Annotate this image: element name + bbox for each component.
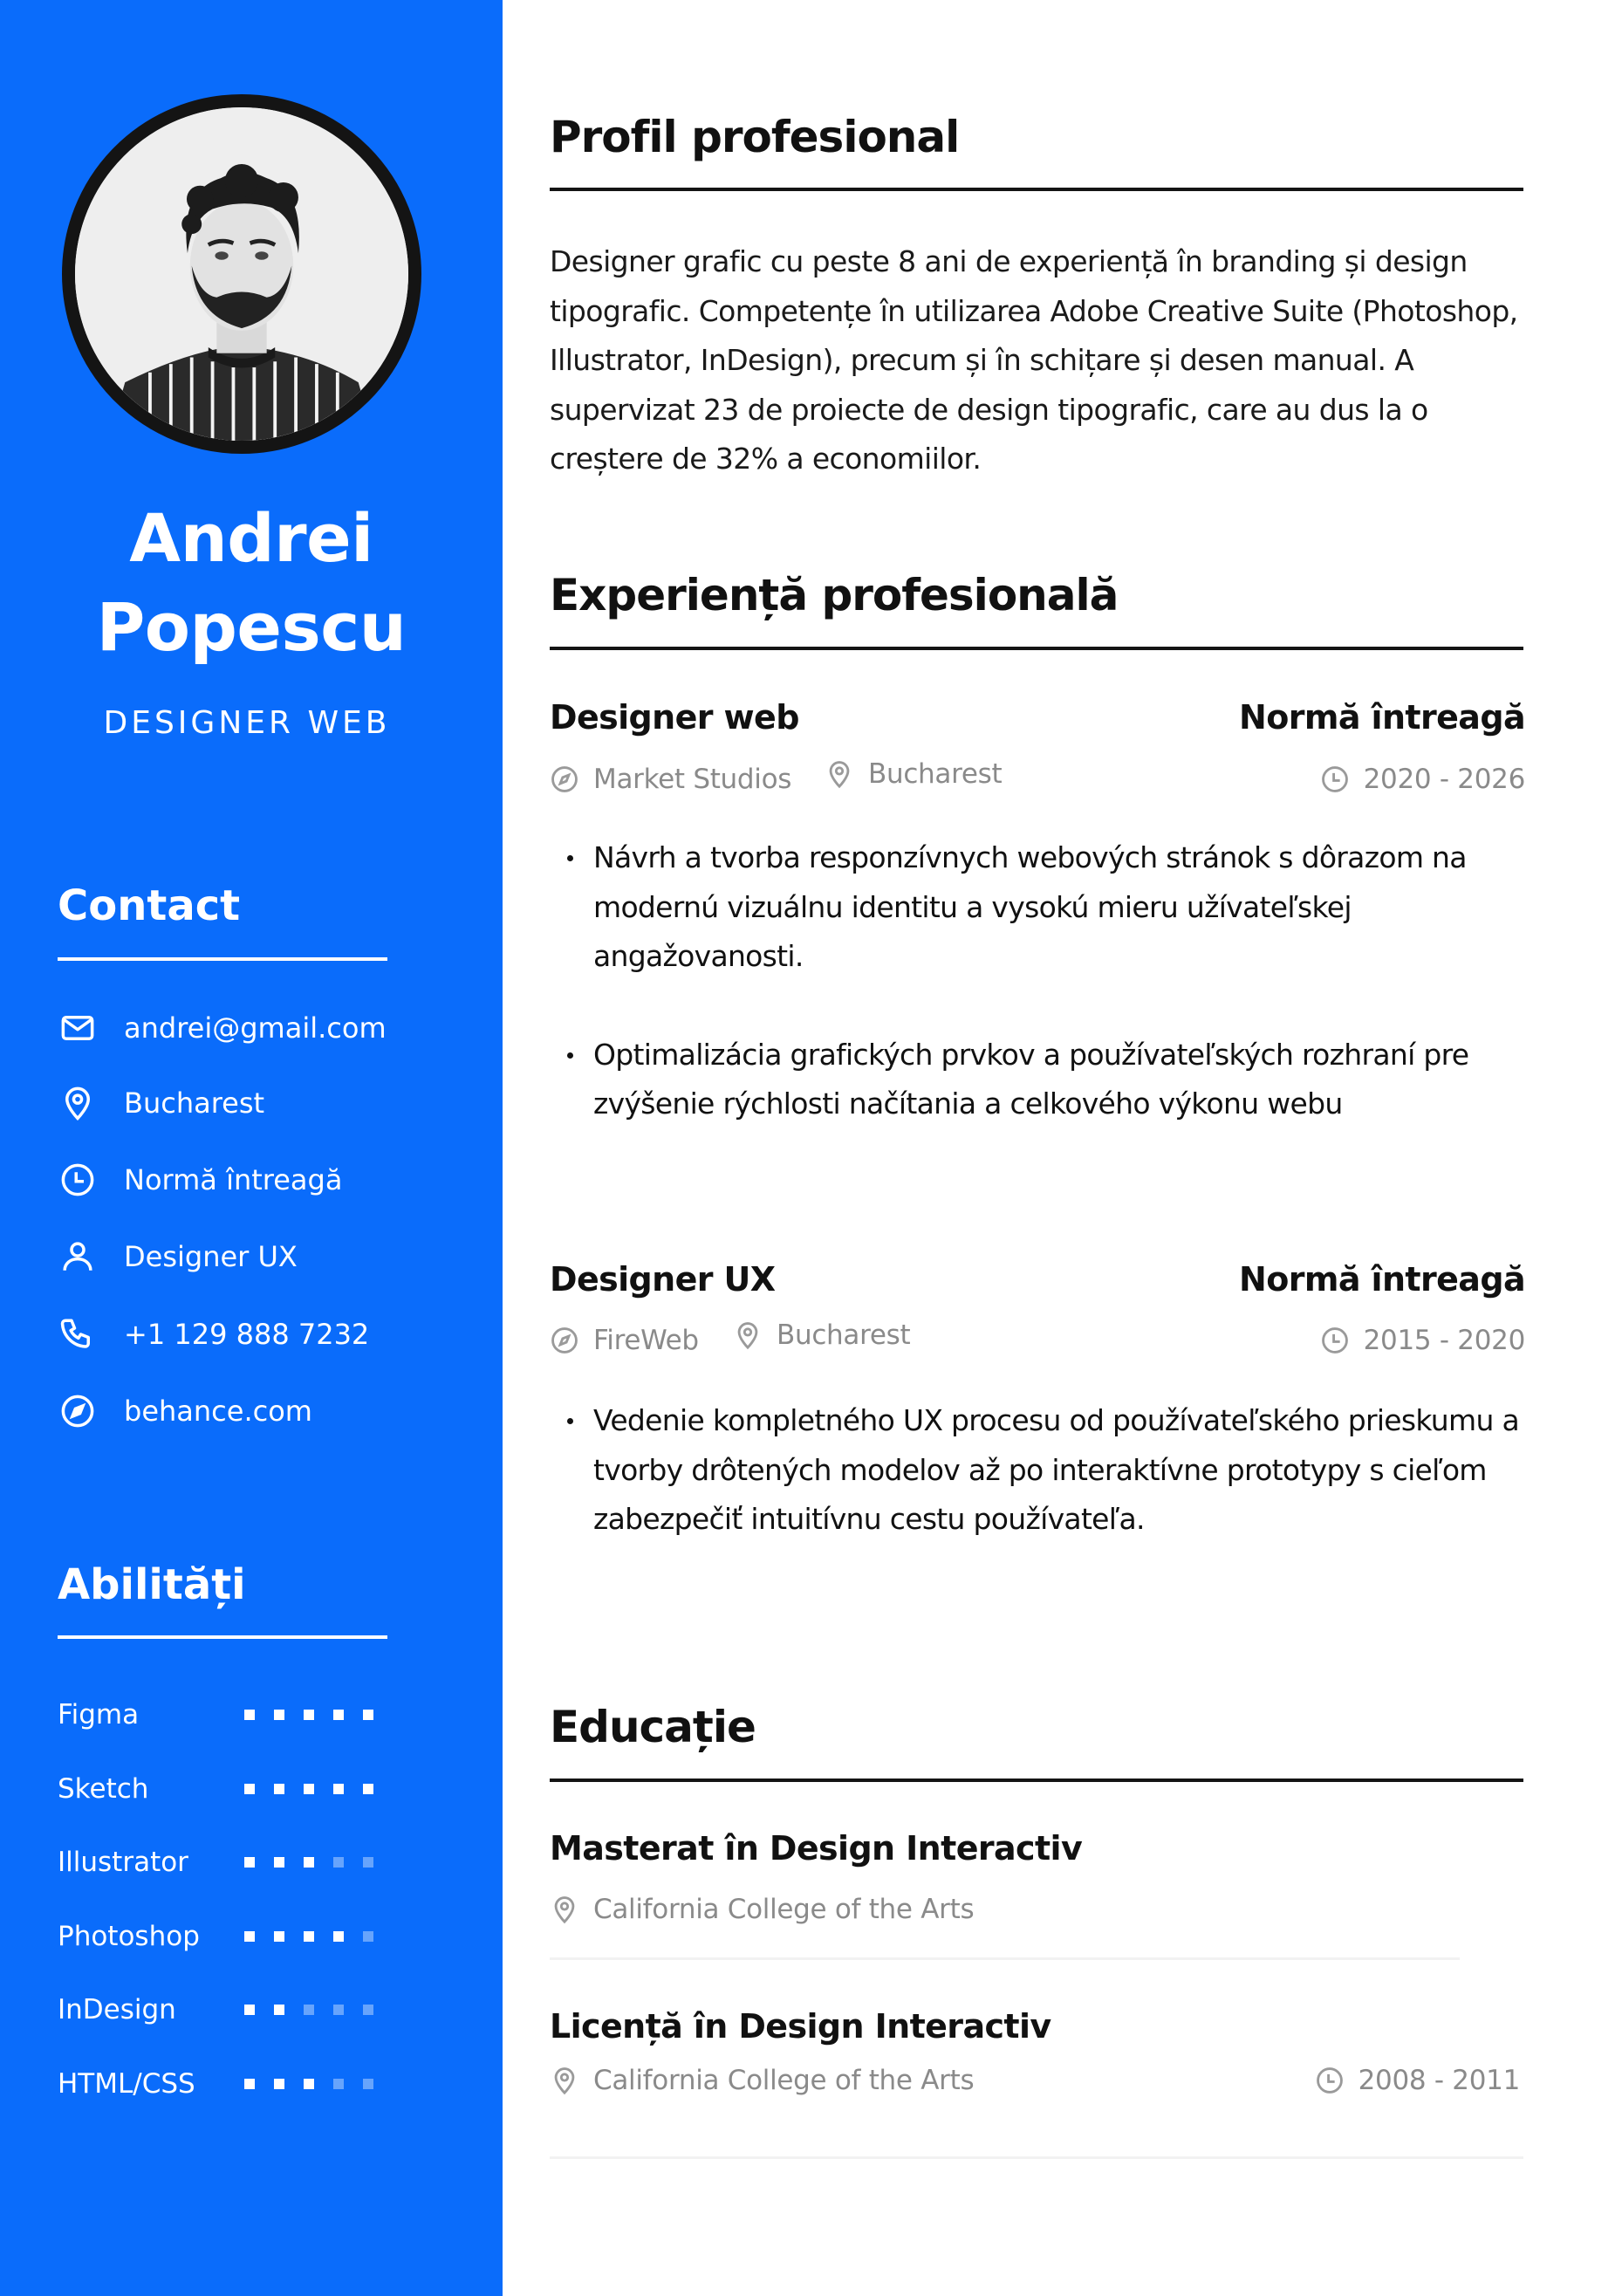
school — [550, 1894, 974, 1925]
user-icon — [58, 1237, 98, 1277]
skill-dot-empty — [333, 2079, 344, 2089]
schedule-text: Normă întreagă — [124, 1163, 343, 1196]
skill-dot-filled — [363, 1710, 373, 1720]
clock-icon — [58, 1160, 98, 1200]
skill-dot-filled — [274, 1710, 284, 1720]
skill-dot-filled — [333, 1931, 344, 1942]
last-name: Popescu — [96, 588, 407, 666]
skill-level-meter — [244, 1784, 373, 1794]
location-name: Bucharest — [777, 1319, 911, 1351]
skill-name: HTML/CSS — [58, 2068, 195, 2100]
contact-schedule — [58, 1158, 342, 1202]
job-period — [1320, 1325, 1525, 1356]
skills-divider — [58, 1635, 387, 1639]
phone-icon — [58, 1314, 98, 1354]
skill-dot-filled — [363, 1784, 373, 1794]
skills-heading: Abilități — [58, 1560, 246, 1609]
degree-title: Masterat în Design Interactiv — [550, 1829, 1083, 1868]
skill-level-meter — [244, 2005, 373, 2015]
contact-divider — [58, 957, 387, 961]
job-bullets — [550, 1396, 1523, 1545]
education-period — [1315, 2065, 1520, 2096]
skill-row — [58, 2065, 389, 2103]
skill-row — [58, 1991, 389, 2029]
skill-level-meter — [244, 1931, 373, 1942]
skill-dot-filled — [333, 1784, 344, 1794]
mail-icon — [58, 1008, 98, 1048]
contact-position — [58, 1235, 298, 1278]
skill-dot-empty — [363, 2005, 373, 2015]
skill-dot-filled — [304, 1931, 314, 1942]
map-pin-icon — [58, 1083, 98, 1123]
skill-dot-filled — [304, 1857, 314, 1868]
experience-heading: Experiență profesională — [550, 570, 1119, 620]
period-text: 2015 - 2020 — [1363, 1325, 1525, 1356]
experience-divider — [550, 647, 1523, 650]
job-company — [550, 764, 791, 795]
skill-name: InDesign — [58, 1994, 176, 2025]
entry-divider — [550, 1957, 1460, 1960]
map-pin-icon — [733, 1320, 763, 1350]
bullet-item: Optimalizácia grafických prvkov a používateľských rozhraní pre zvýšenie rýchlosti načítania a celkového výkonu webu — [550, 1031, 1523, 1129]
skill-dot-filled — [304, 1784, 314, 1794]
full-name — [0, 494, 503, 672]
bullet-item: Návrh a tvorba responzívnych webových stránok s dôrazom na modernú vizuálnu identitu a vysokú mieru užívateľskej angažovanosti. — [550, 833, 1523, 982]
skill-name: Illustrator — [58, 1847, 188, 1878]
position-text: Designer UX — [124, 1240, 298, 1273]
skill-dot-empty — [363, 1857, 373, 1868]
entry-divider — [550, 2156, 1523, 2159]
map-pin-icon — [550, 2066, 579, 2095]
job-bullets — [550, 833, 1523, 1129]
skill-row — [58, 1770, 389, 1808]
first-name: Andrei — [129, 499, 373, 577]
contact-email[interactable] — [58, 1006, 387, 1050]
period-text: 2020 - 2026 — [1363, 764, 1525, 795]
school-name: California College of the Arts — [593, 1894, 975, 1925]
skill-row — [58, 1917, 389, 1956]
degree-title: Licență în Design Interactiv — [550, 2007, 1051, 2046]
website-text: behance.com — [124, 1395, 312, 1428]
job-type: Normă întreagă — [1239, 1260, 1525, 1299]
location-name: Bucharest — [868, 758, 1003, 790]
skill-dot-empty — [363, 2079, 373, 2089]
school-name: California College of the Arts — [593, 2065, 975, 2096]
job-period — [1320, 764, 1525, 795]
skill-dot-filled — [274, 2079, 284, 2089]
company-name: Market Studios — [593, 764, 792, 795]
compass-icon — [58, 1391, 98, 1431]
compass-icon — [550, 1326, 579, 1355]
skill-dot-filled — [244, 2079, 255, 2089]
profile-heading: Profil profesional — [550, 112, 960, 162]
education-divider — [550, 1779, 1523, 1782]
skill-dot-empty — [363, 1931, 373, 1942]
skill-name: Figma — [58, 1699, 140, 1731]
sidebar — [0, 0, 503, 2296]
job-type: Normă întreagă — [1239, 698, 1525, 737]
skill-dot-filled — [304, 2079, 314, 2089]
clock-icon — [1320, 764, 1350, 794]
contact-phone[interactable] — [58, 1312, 369, 1356]
skill-level-meter — [244, 1710, 373, 1720]
portrait-image — [75, 107, 408, 441]
job-role: DESIGNER WEB — [103, 705, 391, 741]
skill-dot-filled — [244, 1710, 255, 1720]
skill-dot-filled — [274, 1784, 284, 1794]
skill-row — [58, 1843, 389, 1881]
skill-dot-filled — [244, 1857, 255, 1868]
contact-heading: Contact — [58, 881, 241, 930]
skill-dot-filled — [244, 2005, 255, 2015]
contact-website[interactable] — [58, 1389, 312, 1433]
skill-dot-empty — [304, 2005, 314, 2015]
job-title: Designer UX — [550, 1260, 776, 1299]
skill-dot-filled — [244, 1784, 255, 1794]
skill-level-meter — [244, 1857, 373, 1868]
clock-icon — [1320, 1326, 1350, 1355]
profile-divider — [550, 188, 1523, 191]
bullet-item: Vedenie kompletného UX procesu od používateľského prieskumu a tvorby drôtených modelov až po interaktívne prototypy s cieľom zabezpečiť intuitívnu cestu používateľa. — [550, 1396, 1523, 1545]
period-text: 2008 - 2011 — [1358, 2065, 1520, 2096]
skill-dot-filled — [333, 1710, 344, 1720]
company-name: FireWeb — [593, 1325, 699, 1356]
phone-text: +1 129 888 7232 — [124, 1318, 370, 1351]
skill-name: Sketch — [58, 1773, 149, 1805]
skill-dot-empty — [333, 2005, 344, 2015]
job-title: Designer web — [550, 698, 799, 737]
skill-dot-filled — [274, 1931, 284, 1942]
profile-photo — [62, 94, 421, 454]
job-company — [550, 1325, 699, 1356]
skill-row — [58, 1696, 389, 1734]
compass-icon — [550, 764, 579, 794]
clock-icon — [1315, 2066, 1345, 2095]
skill-dot-filled — [274, 2005, 284, 2015]
map-pin-icon — [550, 1895, 579, 1924]
skill-dot-filled — [304, 1710, 314, 1720]
contact-location — [58, 1081, 264, 1125]
skill-dot-filled — [274, 1857, 284, 1868]
skill-name: Photoshop — [58, 1921, 200, 1952]
skill-level-meter — [244, 2079, 373, 2089]
education-heading: Educație — [550, 1702, 756, 1752]
email-text: andrei@gmail.com — [124, 1011, 387, 1045]
profile-text: Designer grafic cu peste 8 ani de experiență în branding și design tipografic. Competențe în utilizarea Adobe Creative Suite (Photoshop, Illustrator, InDesign), precum și în schițare și desen manual. A supervizat 23 de proiecte de design tipografic, care au dus la o creștere de 32% a economiilor. — [550, 244, 1518, 476]
skill-dot-empty — [333, 1857, 344, 1868]
location-text: Bucharest — [124, 1086, 265, 1120]
map-pin-icon — [825, 759, 854, 789]
job-location — [733, 1319, 910, 1351]
job-location — [825, 758, 1002, 790]
skill-dot-filled — [244, 1931, 255, 1942]
school — [550, 2065, 974, 2096]
